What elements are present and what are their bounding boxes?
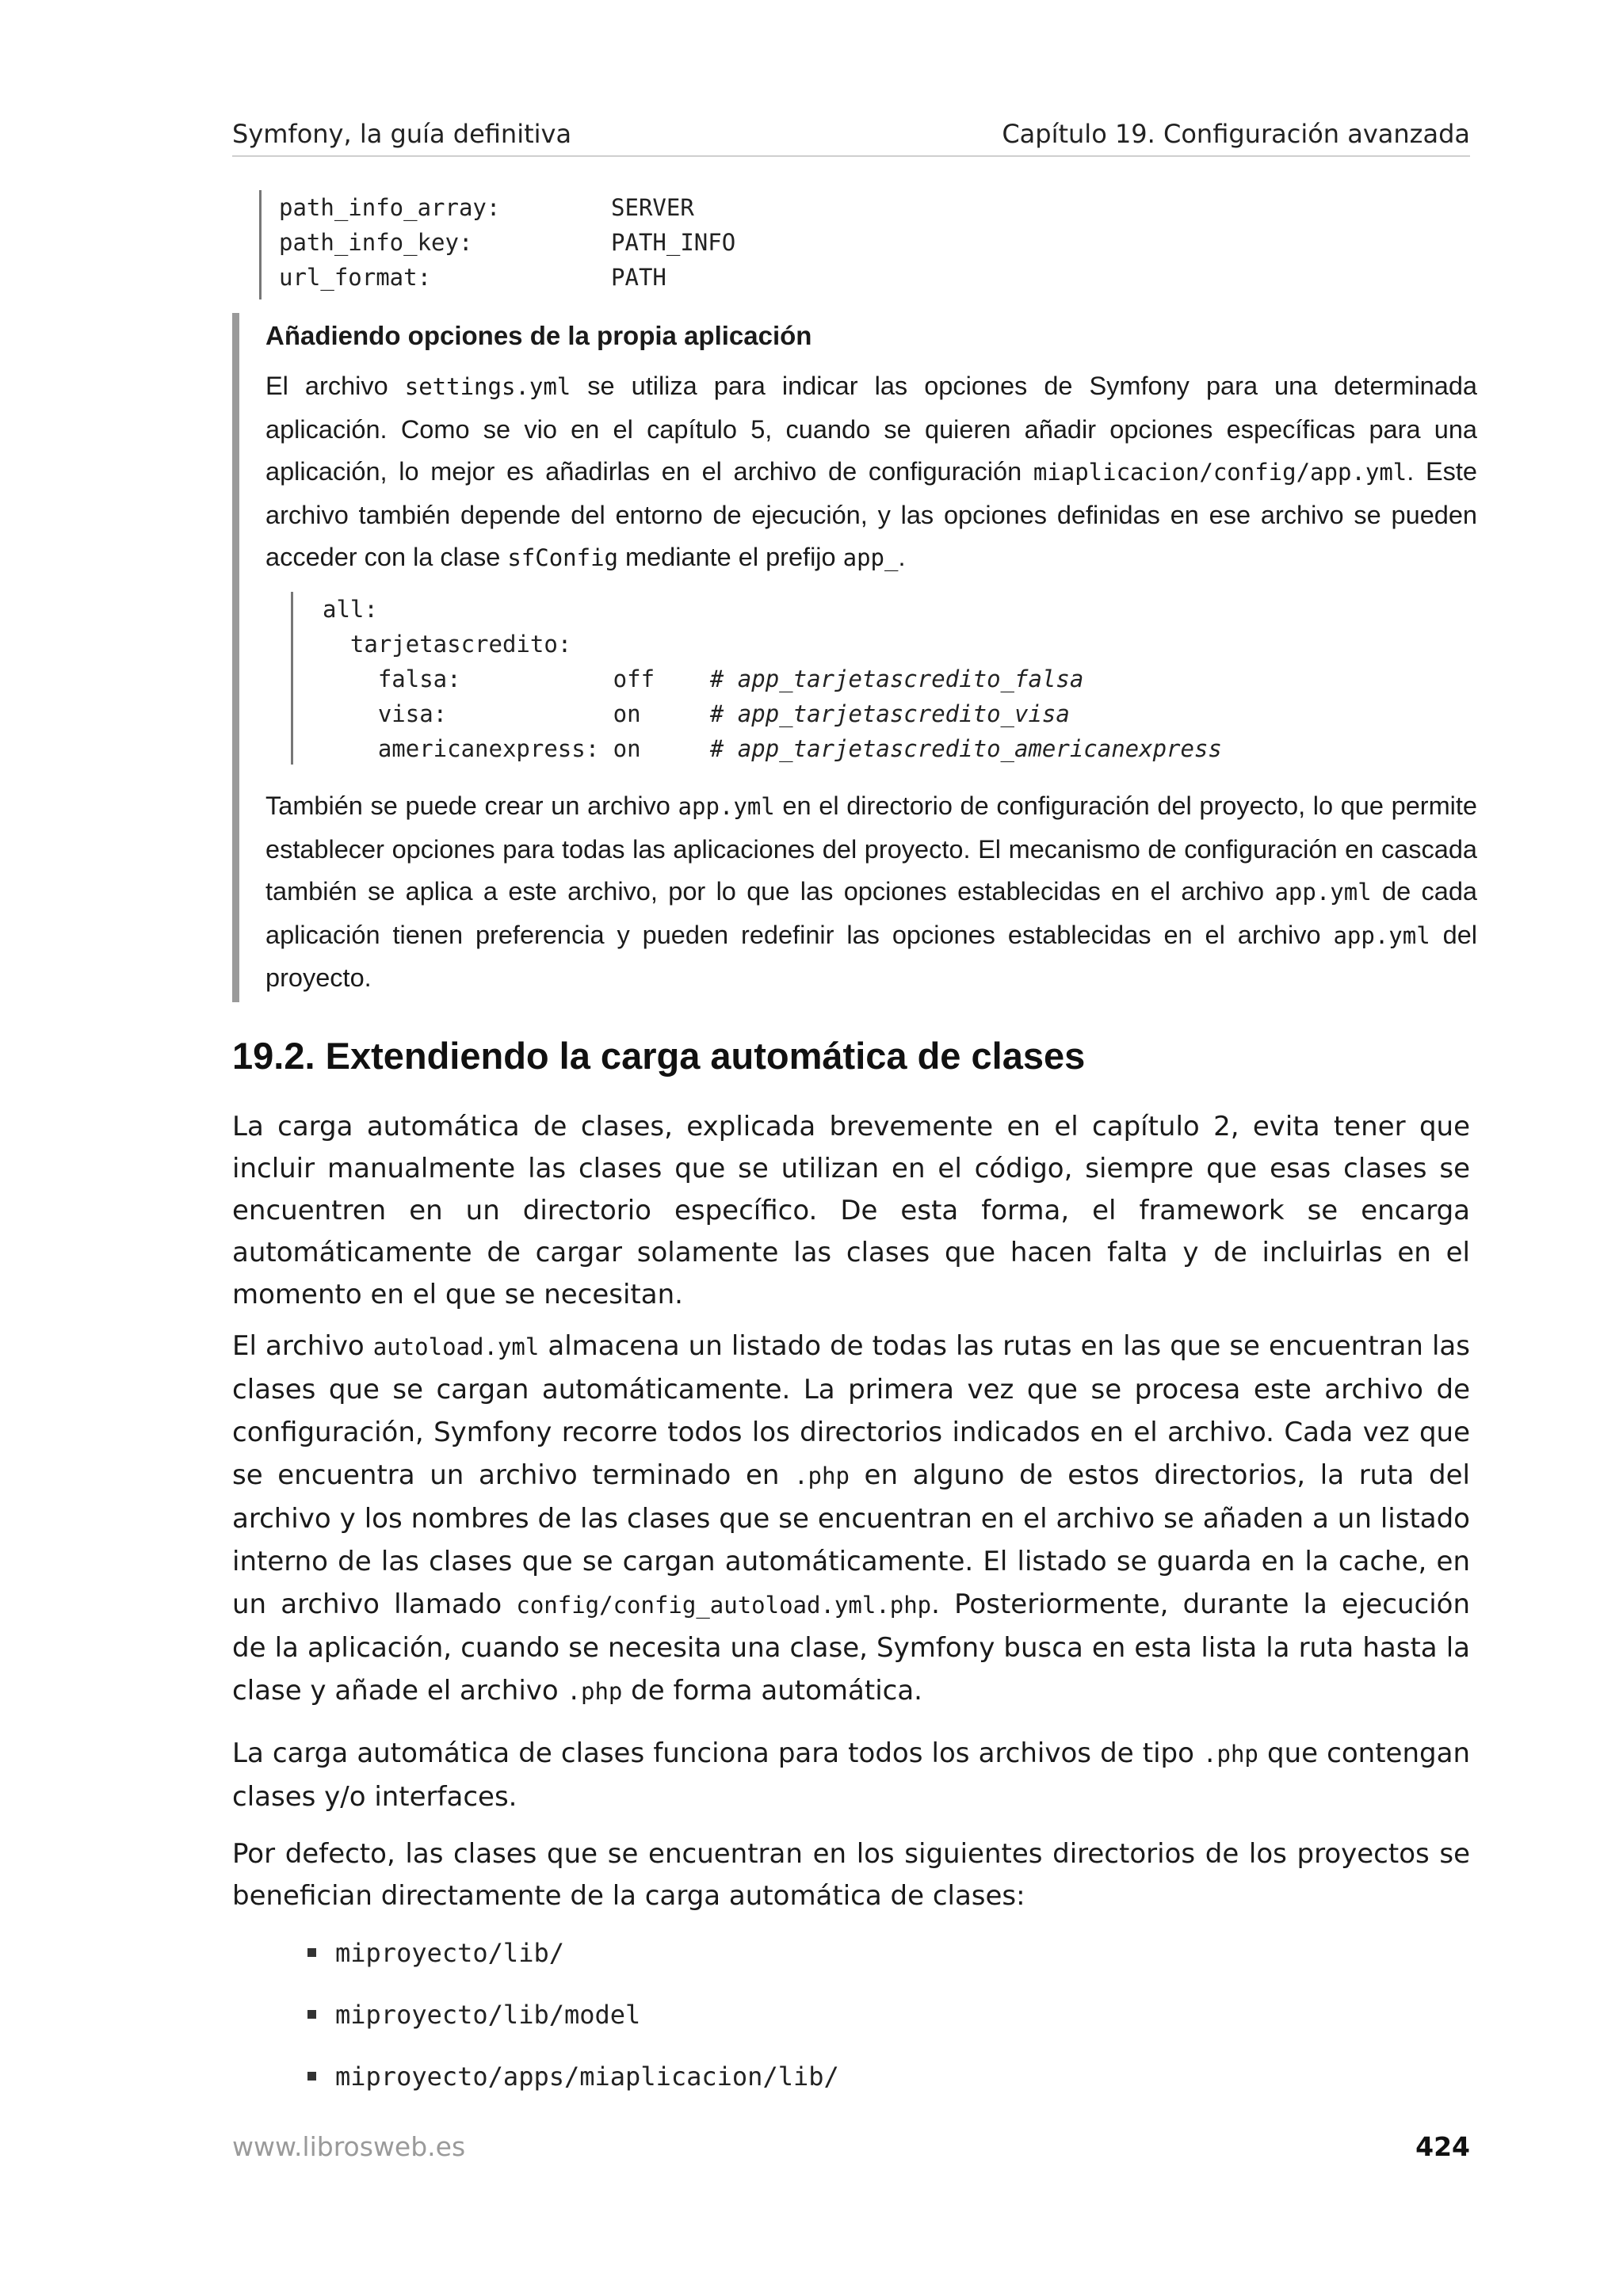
inline-code: app.yml (678, 793, 775, 820)
code-line: path_info_array: SERVER (279, 194, 694, 221)
page-header (232, 119, 1470, 157)
section-title: 19.2. Extendiendo la carga automática de clases (232, 1035, 1086, 1077)
bullet-icon (307, 1948, 316, 1957)
paragraph-php-files: La carga automática de clases funciona para todos los archivos de tipo .php que contengan clases y/o interfaces. (232, 1737, 1470, 1813)
code-line: tarjetascredito: (323, 631, 572, 658)
paragraph-default-dirs: Por defecto, las clases que se encuentran en los siguientes directorios de los proyectos se benefician directamente de la carga automática de clases: (232, 1838, 1470, 1912)
inline-code: app.yml (1274, 879, 1372, 906)
note-paragraph-2: También se puede crear un archivo app.yml en el directorio de configuración del proyecto, lo que permite establecer opciones para todas las aplicaciones del proyecto. El mecanismo de configuración en cascada también se aplica a este archivo, por lo que las opciones establecidas en el archivo app.yml de cada aplicación tienen preferencia y pueden redefinir las opciones establecidas en el archivo app.yml del proyecto. (265, 791, 1477, 992)
inline-code: app_ (842, 544, 899, 571)
note-paragraph-1: El archivo settings.yml se utiliza para indicar las opciones de Symfony para una determinada aplicación. Como se vio en el capítulo 5, cuando se quieren añadir opciones específicas para una aplicación, lo mejor es añadirlas en el archivo de configuración miaplicacion/config/app.yml. Este archivo también depende del entorno de ejecución, y las opciones definidas en ese archivo se pueden acceder con la clase sfConfig mediante el prefijo app_. (265, 372, 1477, 571)
code-comment: # app_tarjetascredito_falsa (709, 666, 1084, 692)
inline-code: sfConfig (507, 544, 618, 571)
note-title: Añadiendo opciones de la propia aplicación (265, 321, 812, 350)
code-line: visa: on # app_tarjetascredito_visa (323, 700, 1070, 727)
page-number: 424 (1415, 2131, 1470, 2162)
code-line: path_info_key: PATH_INFO (279, 229, 736, 256)
inline-code: .php (794, 1463, 850, 1489)
code-comment: # app_tarjetascredito_visa (709, 700, 1070, 727)
code-line: url_format: PATH (279, 264, 666, 291)
site-link[interactable]: www.librosweb.es (232, 2131, 466, 2162)
inline-code: config/config_autoload.yml.php (516, 1592, 932, 1619)
inline-code: .php (567, 1678, 623, 1705)
inline-code: app.yml (1333, 921, 1430, 949)
list-item: miproyecto/apps/miaplicacion/lib/ (307, 2057, 839, 2119)
bullet-icon (307, 2010, 316, 2019)
inline-code: autoload.yml (372, 1333, 540, 1360)
note-box (232, 313, 1477, 1002)
list-item: miproyecto/lib/ (307, 1933, 839, 1995)
inline-code: settings.yml (404, 373, 571, 400)
chapter-title: Capítulo 19. Configuración avanzada (1002, 119, 1470, 149)
code-block-app-yml (291, 592, 1274, 765)
inline-code: .php (1203, 1741, 1258, 1768)
code-line: falsa: off # app_tarjetascredito_falsa (323, 666, 1084, 692)
paragraph-autoload: El archivo autoload.yml almacena un listado de todas las rutas en las que se encuentran las clases que se cargan automáticamente. La primera vez que se procesa este archivo de configuración, Symfony recorre todos los directorios indicados en el archivo. Cada vez que se encuentra un archivo terminado en .php en alguno de estos directorios, la ruta del archivo y los nombres de las clases que se encuentran en el archivo se añaden a un listado interno de las clases que se cargan automáticamente. El listado se guarda en la cache, en un archivo llamado config/config_autoload.yml.php. Posteriormente, durante la ejecución de la aplicación, cuando se necesita una clase, Symfony busca en esta lista la ruta hasta la clase y añade el archivo .php de forma automática. (232, 1330, 1470, 1707)
code-line: americanexpress: on # app_tarjetascredito_americanexpress (323, 735, 1222, 762)
paragraph-intro: La carga automática de clases, explicada brevemente en el capítulo 2, evita tener que incluir manualmente las clases que se utilizan en el código, siempre que esas clases se encuentren en un directorio específico. De esta forma, el framework se encarga automáticamente de cargar solamente las clases que hacen falta y de incluirlas en el momento en el que se necesitan. (232, 1111, 1470, 1310)
code-comment: # app_tarjetascredito_americanexpress (709, 735, 1222, 762)
inline-code: miaplicacion/config/app.yml (1033, 459, 1407, 486)
code-line: all: (323, 596, 378, 623)
code-block-routing (259, 190, 735, 299)
list-item: miproyecto/lib/model (307, 1995, 839, 2057)
directory-list (307, 1933, 839, 2119)
book-title: Symfony, la guía definitiva (232, 119, 572, 149)
bullet-icon (307, 2072, 316, 2081)
